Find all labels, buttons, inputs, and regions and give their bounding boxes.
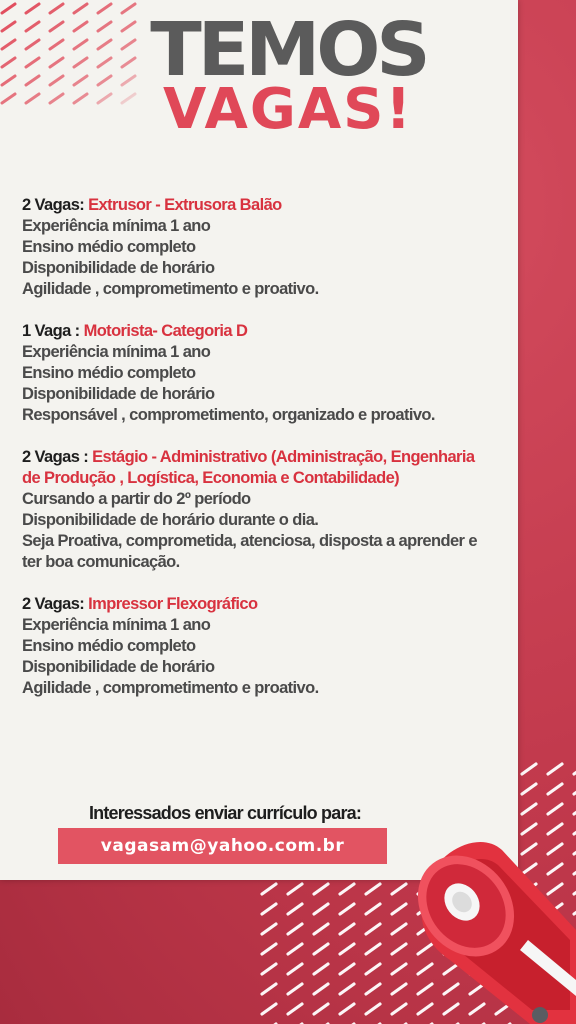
title-temos: TEMOS <box>149 7 427 93</box>
job-requirement: Experiência mínima 1 ano <box>22 217 211 235</box>
job-requirement: Disponibilidade de horário durante o dia. <box>22 511 319 529</box>
job-requirement: Ensino médio completo <box>22 238 196 256</box>
job-item <box>22 447 482 573</box>
job-requirement: Ensino médio completo <box>22 364 196 382</box>
job-item <box>22 594 482 699</box>
megaphone-icon <box>410 810 576 1024</box>
job-requirement: Disponibilidade de horário <box>22 259 215 277</box>
job-role: Extrusor - Extrusora Balão <box>88 196 282 214</box>
job-requirement: Experiência mínima 1 ano <box>22 616 211 634</box>
job-count: 2 Vagas: <box>22 196 89 214</box>
job-requirement: Disponibilidade de horário <box>22 385 215 403</box>
job-requirement: Disponibilidade de horário <box>22 658 215 676</box>
job-role: Impressor Flexográfico <box>88 595 258 613</box>
job-requirement: Responsável , comprometimento, organizado e proativo. <box>22 406 435 424</box>
job-requirement: Ensino médio completo <box>22 637 196 655</box>
job-item <box>22 195 482 300</box>
job-requirement: Agilidade , comprometimento e proativo. <box>22 280 319 298</box>
job-role: Motorista- Categoria D <box>83 322 248 340</box>
job-heading <box>22 447 482 489</box>
job-heading <box>22 195 482 216</box>
title-vagas: VAGAS! <box>162 77 414 142</box>
job-count: 1 Vaga : <box>22 322 84 340</box>
job-count: 2 Vagas : <box>22 448 93 466</box>
job-requirement: Cursando a partir do 2º período <box>22 490 251 508</box>
job-role: Estágio - Administrativo (Administração, Engenharia de Produção , Logística, Economia e Contabilidade) <box>22 448 475 487</box>
job-count: 2 Vagas: <box>22 595 89 613</box>
job-heading <box>22 594 482 615</box>
job-list <box>22 195 482 720</box>
email-address[interactable]: vagasam@yahoo.com.br <box>58 828 387 864</box>
cta-label: Interessados enviar currículo para: <box>88 803 362 823</box>
job-requirement: Seja Proativa, comprometida, atenciosa, disposta a aprender e ter boa comunicação. <box>22 532 477 571</box>
job-requirement: Agilidade , comprometimento e proativo. <box>22 679 319 697</box>
job-heading <box>22 321 482 342</box>
job-item <box>22 321 482 426</box>
job-requirement: Experiência mínima 1 ano <box>22 343 211 361</box>
